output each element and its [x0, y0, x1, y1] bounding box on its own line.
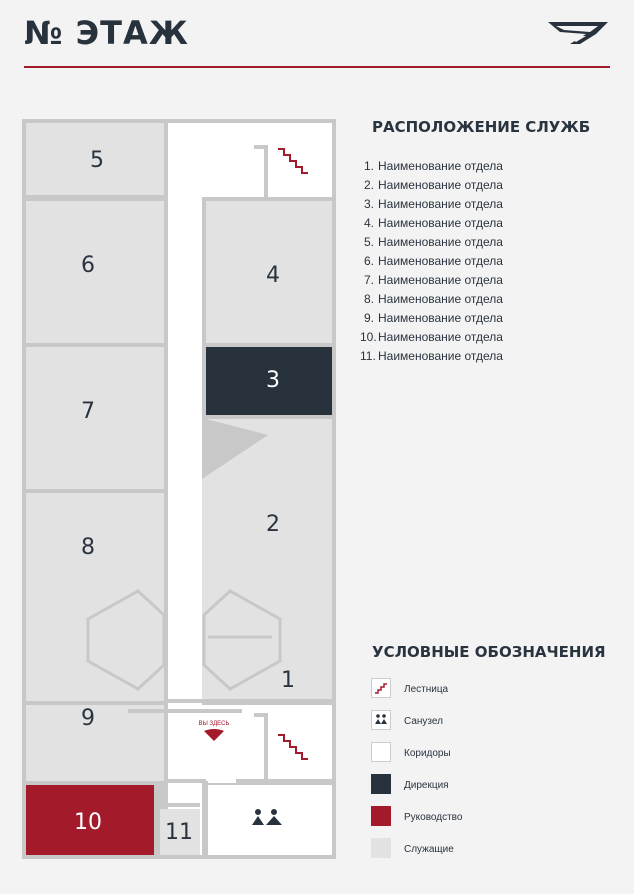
- floor-plan: [22, 119, 336, 859]
- stairs-area-bottom: [266, 713, 332, 781]
- staff-swatch: [371, 838, 391, 858]
- list-item-number: 11.: [360, 349, 376, 363]
- list-item-name: Наименование отдела: [378, 197, 503, 211]
- list-item-name: Наименование отдела: [378, 349, 503, 363]
- room-10-label: 10: [74, 810, 102, 835]
- list-item: [360, 290, 503, 309]
- list-item-name: Наименование отдела: [378, 330, 503, 344]
- list-item: [360, 214, 503, 233]
- stairs-area-top: [266, 145, 332, 197]
- room-6-label: 6: [81, 253, 95, 278]
- list-item-number: 9.: [363, 311, 374, 325]
- services-list: [360, 157, 503, 366]
- room-2-label: 2: [266, 512, 280, 537]
- room-8-label: 8: [81, 535, 95, 560]
- room-11-label: 11: [165, 820, 193, 845]
- list-item: [360, 157, 503, 176]
- legend-label: Коридоры: [404, 748, 451, 759]
- room-9-label: 9: [81, 706, 95, 731]
- list-item-number: 8.: [363, 292, 374, 306]
- list-item-name: Наименование отдела: [378, 311, 503, 325]
- restroom-icon: [371, 710, 391, 730]
- list-item-name: Наименование отдела: [378, 273, 503, 287]
- list-item: [360, 328, 503, 347]
- room-5-label: 5: [90, 148, 104, 173]
- list-item-name: Наименование отдела: [378, 216, 503, 230]
- list-item-name: Наименование отдела: [378, 178, 503, 192]
- list-item-number: 4.: [363, 216, 374, 230]
- list-item-name: Наименование отдела: [378, 254, 503, 268]
- list-item: [360, 309, 503, 328]
- room-4-label: 4: [266, 263, 280, 288]
- you-are-here-label: ВЫ ЗДЕСЬ: [198, 721, 230, 727]
- list-item-number: 6.: [363, 254, 374, 268]
- list-item: [360, 271, 503, 290]
- room-7[interactable]: [26, 347, 164, 489]
- list-item-number: 10.: [360, 330, 377, 344]
- legend-label: Дирекция: [404, 780, 449, 791]
- directorate-swatch: [371, 774, 391, 794]
- services-title: РАСПОЛОЖЕНИЕ СЛУЖБ: [372, 118, 591, 136]
- legend-label: Служащие: [404, 844, 454, 855]
- room-9[interactable]: [26, 705, 164, 781]
- list-item-number: 7.: [363, 273, 374, 287]
- legend-label: Санузел: [404, 716, 443, 727]
- stairs-icon: [371, 678, 391, 698]
- room-6[interactable]: [26, 201, 164, 343]
- list-item: [360, 252, 503, 271]
- list-item: [360, 176, 503, 195]
- list-item-name: Наименование отдела: [378, 292, 503, 306]
- list-item-number: 2.: [363, 178, 374, 192]
- list-item-number: 3.: [363, 197, 374, 211]
- header-divider: [24, 66, 610, 68]
- legend-label: Руководство: [404, 812, 463, 823]
- list-item-number: 5.: [363, 235, 374, 249]
- list-item: [360, 233, 503, 252]
- room-7-label: 7: [81, 399, 95, 424]
- room-1-label: 1: [281, 668, 295, 693]
- list-item: [360, 347, 503, 366]
- room-3-label: 3: [266, 368, 280, 393]
- corridor-swatch: [371, 742, 391, 762]
- leadership-swatch: [371, 806, 391, 826]
- legend-title: УСЛОВНЫЕ ОБОЗНАЧЕНИЯ: [372, 643, 606, 661]
- brand-logo-icon: [546, 18, 610, 46]
- legend-label: Лестница: [404, 684, 449, 695]
- list-item-name: Наименование отдела: [378, 235, 503, 249]
- list-item-name: Наименование отдела: [378, 159, 503, 173]
- page-title: № ЭТАЖ: [24, 14, 189, 52]
- list-item: [360, 195, 503, 214]
- restroom-area: [206, 785, 332, 855]
- list-item-number: 1.: [363, 159, 374, 173]
